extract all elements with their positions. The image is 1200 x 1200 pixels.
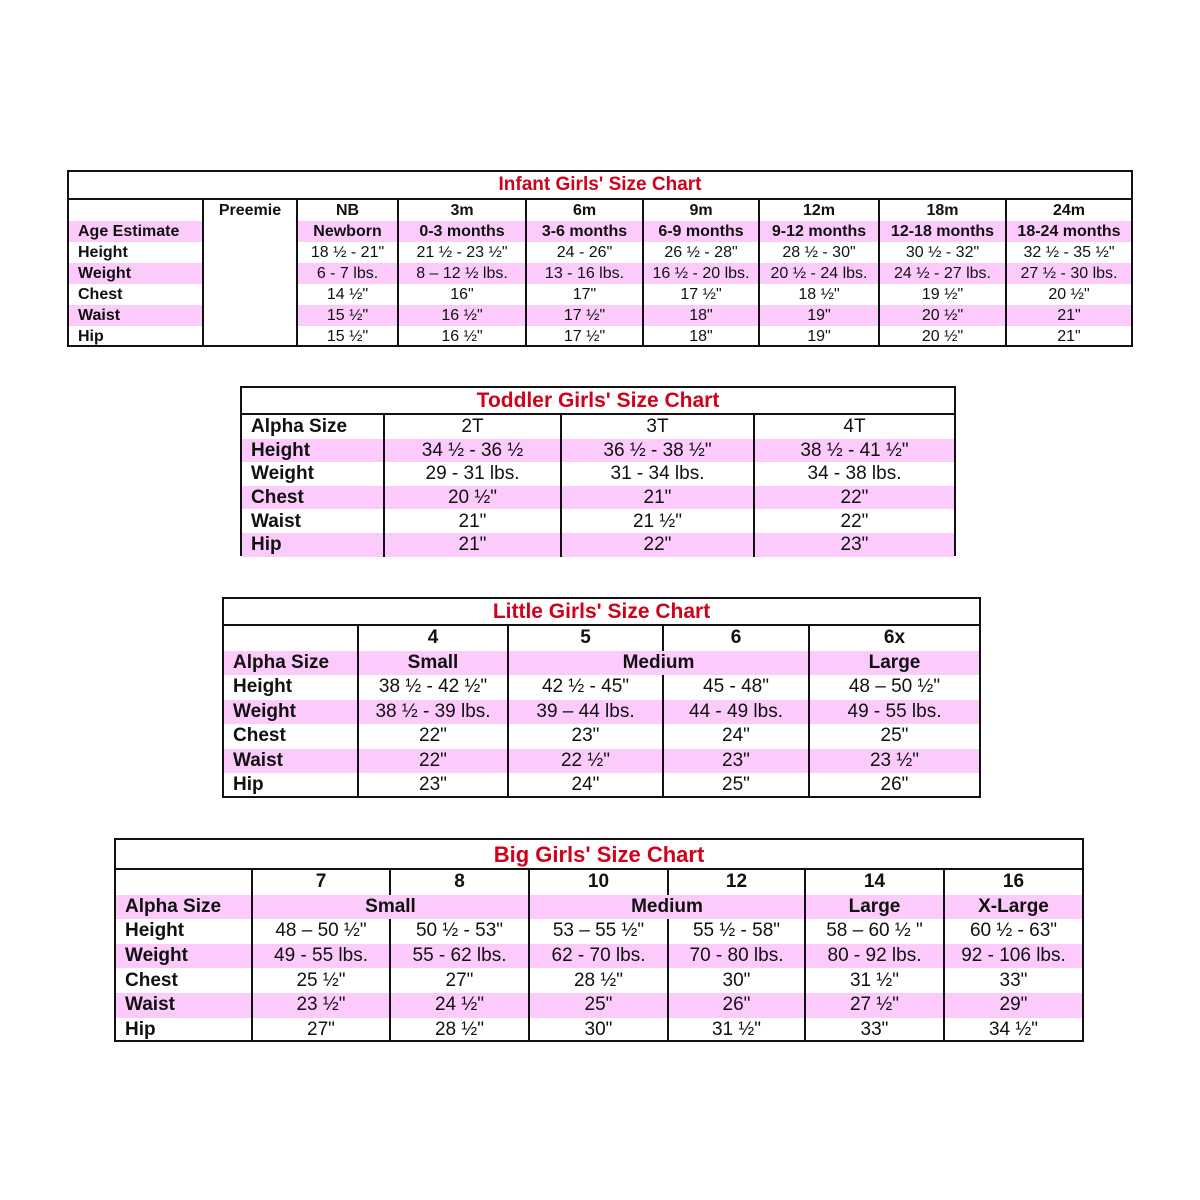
table-cell: 33" xyxy=(944,968,1082,993)
row-label: Chest xyxy=(125,969,178,991)
table-cell: 4T xyxy=(754,415,954,439)
table-cell: 8 – 12 ½ lbs. xyxy=(398,263,526,284)
table-cell: 28 ½" xyxy=(529,968,668,993)
table-cell: 16" xyxy=(398,284,526,305)
row-label: Weight xyxy=(69,263,203,284)
table-cell: 21 ½" xyxy=(561,509,754,533)
table-cell: 25 ½" xyxy=(252,968,390,993)
table-cell: 29 - 31 lbs. xyxy=(384,462,561,486)
big-size-chart xyxy=(114,838,1084,1042)
big-header-row xyxy=(116,870,1082,895)
row-label: Alpha Size xyxy=(224,651,358,676)
infant-header-cell: 3m xyxy=(398,200,526,221)
alpha-cell-medium: Medium xyxy=(529,895,805,920)
table-cell xyxy=(203,305,297,326)
table-cell: 33" xyxy=(805,1018,944,1043)
table-cell: 24 ½ - 27 lbs. xyxy=(879,263,1006,284)
table-cell: 17 ½" xyxy=(643,284,759,305)
table-cell: 38 ½ - 39 lbs. xyxy=(358,700,508,725)
alpha-cell-x-large: X-Large xyxy=(944,895,1082,920)
infant-header-cell: 9m xyxy=(643,200,759,221)
table-cell: 19 ½" xyxy=(879,284,1006,305)
table-cell: 16 ½" xyxy=(398,305,526,326)
table-cell: 20 ½" xyxy=(879,305,1006,326)
table-cell: 16 ½" xyxy=(398,326,526,347)
table-cell: 23" xyxy=(508,724,663,749)
table-cell: 30 ½ - 32" xyxy=(879,242,1006,263)
table-cell xyxy=(203,263,297,284)
little-size-chart xyxy=(222,597,981,798)
little-row-alpha-size xyxy=(224,651,979,676)
table-cell: 60 ½ - 63" xyxy=(944,919,1082,944)
table-cell: 34 ½" xyxy=(944,1018,1082,1043)
table-cell: 38 ½ - 42 ½" xyxy=(358,675,508,700)
infant-size-chart xyxy=(67,170,1133,347)
row-label: Age Estimate xyxy=(69,221,203,242)
table-cell: 22 ½" xyxy=(508,749,663,774)
table-cell: 6 - 7 lbs. xyxy=(297,263,398,284)
table-cell: 13 - 16 lbs. xyxy=(526,263,643,284)
table-cell: 25" xyxy=(663,773,809,798)
infant-header-row xyxy=(69,200,1131,221)
little-size-table xyxy=(224,626,979,798)
table-cell xyxy=(203,242,297,263)
toddler-row-hip xyxy=(242,533,954,557)
table-cell: 62 - 70 lbs. xyxy=(529,944,668,969)
table-cell: 14 ½" xyxy=(297,284,398,305)
little-header-cell xyxy=(224,626,358,651)
table-cell: 24 - 26" xyxy=(526,242,643,263)
table-cell: 17" xyxy=(526,284,643,305)
table-cell: 23" xyxy=(754,533,954,557)
toddler-row-height xyxy=(242,439,954,463)
table-cell: 9-12 months xyxy=(759,221,879,242)
row-label: Hip xyxy=(233,774,264,796)
table-cell: 18 ½ - 21" xyxy=(297,242,398,263)
little-row-chest xyxy=(224,724,979,749)
toddler-size-table xyxy=(242,415,954,557)
row-label: Height xyxy=(233,676,293,698)
table-cell: 92 - 106 lbs. xyxy=(944,944,1082,969)
table-cell: 3T xyxy=(561,415,754,439)
row-label: Chest xyxy=(242,486,384,510)
little-row-weight xyxy=(224,700,979,725)
infant-size-table xyxy=(69,200,1131,347)
table-cell: 26" xyxy=(809,773,979,798)
little-header-cell: 6 xyxy=(663,626,809,651)
table-cell: 15 ½" xyxy=(297,305,398,326)
table-cell xyxy=(203,326,297,347)
toddler-row-alpha-size xyxy=(242,415,954,439)
table-cell: 27 ½ - 30 lbs. xyxy=(1006,263,1131,284)
table-cell: 26" xyxy=(668,993,805,1018)
table-cell: 19" xyxy=(759,305,879,326)
table-cell: 19" xyxy=(759,326,879,347)
infant-row-chest xyxy=(69,284,1131,305)
infant-row-height xyxy=(69,242,1131,263)
row-label: Hip xyxy=(125,1018,156,1040)
little-header-cell: 5 xyxy=(508,626,663,651)
little-row-height xyxy=(224,675,979,700)
big-row-chest xyxy=(116,968,1082,993)
table-cell: 25" xyxy=(529,993,668,1018)
little-row-hip xyxy=(224,773,979,798)
table-cell: 22" xyxy=(754,509,954,533)
table-cell: 24" xyxy=(663,724,809,749)
row-label: Height xyxy=(78,244,128,261)
table-cell: 26 ½ - 28" xyxy=(643,242,759,263)
infant-header-cell: Preemie xyxy=(203,200,297,221)
big-row-weight xyxy=(116,944,1082,969)
table-cell: 32 ½ - 35 ½" xyxy=(1006,242,1131,263)
big-header-cell: 12 xyxy=(668,870,805,895)
row-label: Alpha Size xyxy=(116,895,252,920)
table-cell: 17 ½" xyxy=(526,326,643,347)
table-cell: 18" xyxy=(643,305,759,326)
table-cell: 27 ½" xyxy=(805,993,944,1018)
table-cell: 34 - 38 lbs. xyxy=(754,462,954,486)
table-cell: 24 ½" xyxy=(390,993,529,1018)
table-cell: 23 ½" xyxy=(809,749,979,774)
table-cell: 28 ½ - 30" xyxy=(759,242,879,263)
big-header-cell: 8 xyxy=(390,870,529,895)
table-cell: 22" xyxy=(358,724,508,749)
table-cell: 20 ½" xyxy=(879,326,1006,347)
table-cell: 31 ½" xyxy=(805,968,944,993)
toddler-row-waist xyxy=(242,509,954,533)
table-cell: 30" xyxy=(668,968,805,993)
table-cell: 3-6 months xyxy=(526,221,643,242)
row-label: Chest xyxy=(233,725,286,747)
table-cell: 30" xyxy=(529,1018,668,1043)
table-cell: 20 ½" xyxy=(1006,284,1131,305)
table-cell: 23" xyxy=(358,773,508,798)
table-cell: 15 ½" xyxy=(297,326,398,347)
row-label: Waist xyxy=(224,749,358,774)
alpha-cell-large: Large xyxy=(809,651,979,676)
table-cell: 55 - 62 lbs. xyxy=(390,944,529,969)
table-cell: 21" xyxy=(561,486,754,510)
big-header-cell: 7 xyxy=(252,870,390,895)
table-cell: 49 - 55 lbs. xyxy=(252,944,390,969)
row-label: Hip xyxy=(78,328,104,345)
table-cell: 27" xyxy=(390,968,529,993)
table-cell: 0-3 months xyxy=(398,221,526,242)
table-cell: 53 – 55 ½" xyxy=(529,919,668,944)
big-row-alpha-size xyxy=(116,895,1082,920)
table-cell: 18-24 months xyxy=(1006,221,1131,242)
row-label: Height xyxy=(242,439,384,463)
table-cell: 36 ½ - 38 ½" xyxy=(561,439,754,463)
table-cell: 21 ½ - 23 ½" xyxy=(398,242,526,263)
little-chart-title: Little Girls' Size Chart xyxy=(224,599,979,626)
table-cell: 39 – 44 lbs. xyxy=(508,700,663,725)
table-cell: 18 ½" xyxy=(759,284,879,305)
table-cell: 24" xyxy=(508,773,663,798)
table-cell: 20 ½ - 24 lbs. xyxy=(759,263,879,284)
table-cell: 49 - 55 lbs. xyxy=(809,700,979,725)
little-row-waist xyxy=(224,749,979,774)
table-cell: 34 ½ - 36 ½ xyxy=(384,439,561,463)
big-header-cell: 16 xyxy=(944,870,1082,895)
table-cell: 21" xyxy=(1006,305,1131,326)
big-header-cell: 14 xyxy=(805,870,944,895)
table-cell: 31 ½" xyxy=(668,1018,805,1043)
infant-header-cell xyxy=(69,200,203,221)
toddler-row-weight xyxy=(242,462,954,486)
table-cell: 48 – 50 ½" xyxy=(809,675,979,700)
infant-row-hip xyxy=(69,326,1131,347)
row-label: Weight xyxy=(251,463,314,485)
table-cell: 16 ½ - 20 lbs. xyxy=(643,263,759,284)
row-label: Weight xyxy=(116,944,252,969)
infant-chart-title: Infant Girls' Size Chart xyxy=(69,172,1131,200)
table-cell: 25" xyxy=(809,724,979,749)
row-label: Waist xyxy=(116,993,252,1018)
infant-header-cell: 18m xyxy=(879,200,1006,221)
table-cell: 21" xyxy=(384,533,561,557)
table-cell: 22" xyxy=(561,533,754,557)
infant-header-cell: 24m xyxy=(1006,200,1131,221)
table-cell: 80 - 92 lbs. xyxy=(805,944,944,969)
row-label: Weight xyxy=(224,700,358,725)
table-cell: 23 ½" xyxy=(252,993,390,1018)
big-size-table xyxy=(116,870,1082,1042)
little-header-row xyxy=(224,626,979,651)
table-cell: 17 ½" xyxy=(526,305,643,326)
table-cell: 42 ½ - 45" xyxy=(508,675,663,700)
little-header-cell: 4 xyxy=(358,626,508,651)
table-cell: 70 - 80 lbs. xyxy=(668,944,805,969)
table-cell: 22" xyxy=(754,486,954,510)
table-cell: 22" xyxy=(358,749,508,774)
row-label: Waist xyxy=(251,510,301,532)
table-cell: 55 ½ - 58" xyxy=(668,919,805,944)
infant-header-cell: 6m xyxy=(526,200,643,221)
row-label: Hip xyxy=(242,533,384,557)
table-cell: 6-9 months xyxy=(643,221,759,242)
table-cell: 50 ½ - 53" xyxy=(390,919,529,944)
alpha-cell-small: Small xyxy=(358,651,508,676)
table-cell: 2T xyxy=(384,415,561,439)
table-cell: 45 - 48" xyxy=(663,675,809,700)
table-cell xyxy=(203,284,297,305)
big-chart-title: Big Girls' Size Chart xyxy=(116,840,1082,870)
table-cell: 23" xyxy=(663,749,809,774)
big-header-cell: 10 xyxy=(529,870,668,895)
table-cell xyxy=(203,221,297,242)
table-cell: Newborn xyxy=(297,221,398,242)
row-label: Alpha Size xyxy=(251,416,348,438)
infant-row-waist xyxy=(69,305,1131,326)
table-cell: 38 ½ - 41 ½" xyxy=(754,439,954,463)
toddler-chart-title: Toddler Girls' Size Chart xyxy=(242,388,954,415)
table-cell: 18" xyxy=(643,326,759,347)
table-cell: 58 – 60 ½ " xyxy=(805,919,944,944)
big-row-hip xyxy=(116,1018,1082,1043)
toddler-size-chart xyxy=(240,386,956,556)
table-cell: 12-18 months xyxy=(879,221,1006,242)
table-cell: 31 - 34 lbs. xyxy=(561,462,754,486)
alpha-cell-medium: Medium xyxy=(508,651,809,676)
row-label: Waist xyxy=(69,305,203,326)
big-row-height xyxy=(116,919,1082,944)
toddler-row-chest xyxy=(242,486,954,510)
big-header-cell xyxy=(116,870,252,895)
table-cell: 27" xyxy=(252,1018,390,1043)
infant-row-weight xyxy=(69,263,1131,284)
table-cell: 21" xyxy=(384,509,561,533)
infant-header-cell: 12m xyxy=(759,200,879,221)
big-row-waist xyxy=(116,993,1082,1018)
table-cell: 20 ½" xyxy=(384,486,561,510)
row-label: Height xyxy=(125,920,185,942)
row-label: Chest xyxy=(78,286,123,303)
little-header-cell: 6x xyxy=(809,626,979,651)
infant-row-age-estimate xyxy=(69,221,1131,242)
table-cell: 48 – 50 ½" xyxy=(252,919,390,944)
infant-header-cell: NB xyxy=(297,200,398,221)
table-cell: 29" xyxy=(944,993,1082,1018)
table-cell: 21" xyxy=(1006,326,1131,347)
alpha-cell-small: Small xyxy=(252,895,529,920)
table-cell: 44 - 49 lbs. xyxy=(663,700,809,725)
table-cell: 28 ½" xyxy=(390,1018,529,1043)
alpha-cell-large: Large xyxy=(805,895,944,920)
